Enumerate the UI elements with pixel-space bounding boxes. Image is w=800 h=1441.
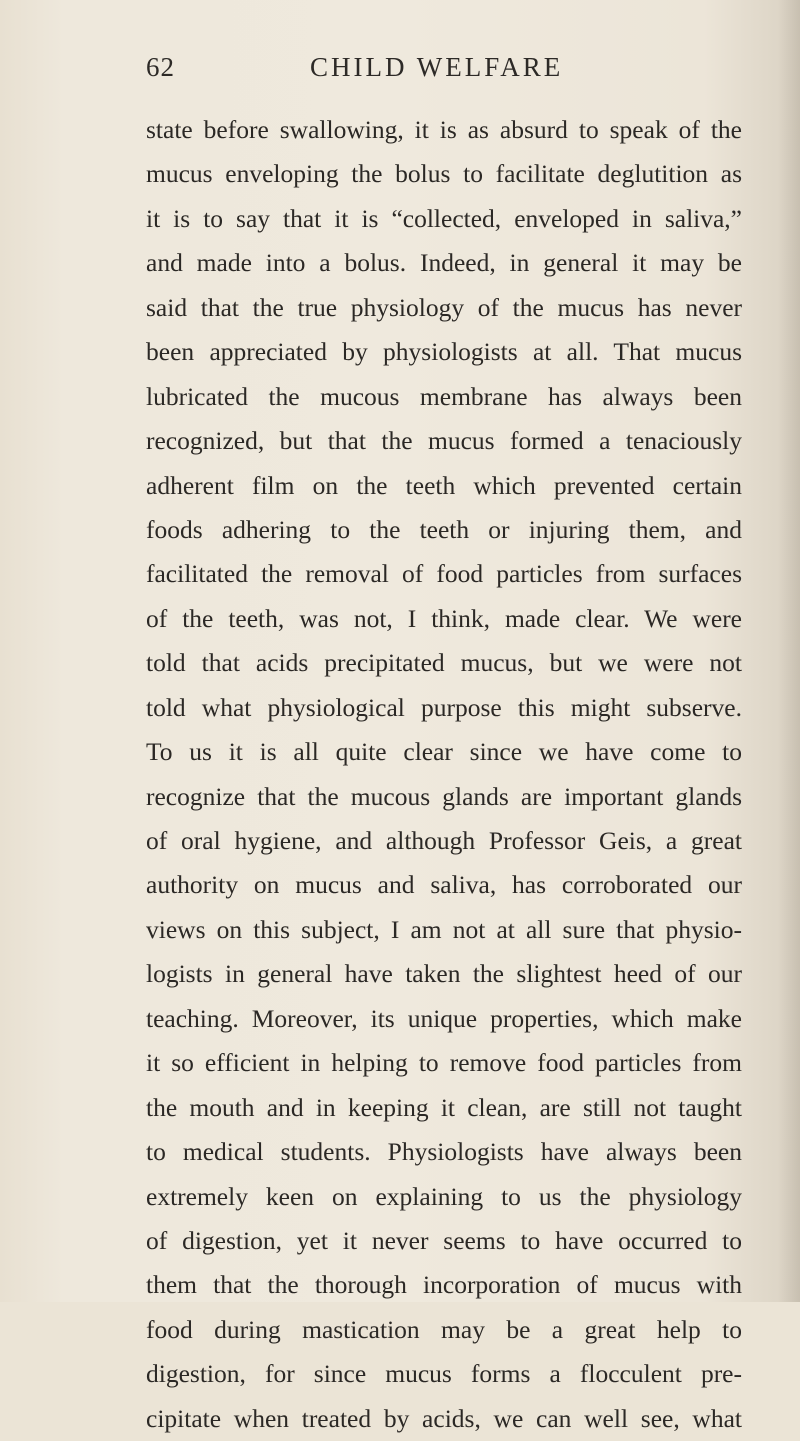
text-line: foods adhering to the teeth or injuring them, and [146, 514, 742, 544]
text-line: mucus enveloping the bolus to facilitate deglutition as [146, 159, 742, 189]
text-line: recognized, but that the mucus formed a tenaciously [146, 426, 742, 456]
text-line: told what physiological purpose this might subserve. [146, 692, 742, 722]
text-line: recognize that the mucous glands are important glands [146, 781, 742, 811]
body-text [146, 108, 742, 1441]
text-line: of digestion, yet it never seems to have occurred to [146, 1225, 742, 1255]
page-number: 62 [146, 52, 175, 82]
text-line: to medical students. Physiologists have always been [146, 1137, 742, 1167]
text-line: extremely keen on explaining to us the physiology [146, 1181, 742, 1211]
book-title: CHILD WELFARE [310, 52, 564, 82]
text-line: cipitate when treated by acids, we can well see, what [146, 1403, 742, 1433]
text-line: and made into a bolus. Indeed, in general it may be [146, 248, 742, 278]
text-line: lubricated the mucous membrane has always been [146, 381, 742, 411]
text-line: state before swallowing, it is as absurd to speak of the [146, 115, 742, 144]
text-line: told that acids precipitated mucus, but we were not [146, 648, 742, 678]
text-line: teaching. Moreover, its unique properties, which make [146, 1003, 742, 1033]
text-line: food during mastication may be a great help to [146, 1314, 742, 1344]
text-line: been appreciated by physiologists at all. That mucus [146, 337, 742, 367]
text-line: facilitated the removal of food particles from surfaces [146, 559, 742, 589]
text-line: it so efficient in helping to remove food particles from [146, 1048, 742, 1078]
text-line: it is to say that it is “collected, enveloped in saliva,” [146, 203, 742, 233]
text-line: logists in general have taken the slightest heed of our [146, 959, 742, 989]
text-line: the mouth and in keeping it clean, are still not taught [146, 1092, 742, 1122]
running-head [146, 52, 746, 92]
text-line: authority on mucus and saliva, has corroborated our [146, 870, 742, 900]
text-line: of oral hygiene, and although Professor Geis, a great [146, 826, 742, 855]
text-line: said that the true physiology of the mucus has never [146, 292, 742, 322]
text-line: them that the thorough incorporation of mucus with [146, 1270, 742, 1300]
text-line: of the teeth, was not, I think, made clear. We were [146, 603, 742, 633]
text-line: views on this subject, I am not at all sure that physio- [146, 914, 742, 944]
page-edge-shadow [778, 0, 800, 1302]
text-line: digestion, for since mucus forms a flocculent pre- [146, 1359, 742, 1389]
text-line: adherent film on the teeth which prevented certain [146, 470, 742, 500]
text-line: To us it is all quite clear since we have come to [146, 737, 742, 767]
